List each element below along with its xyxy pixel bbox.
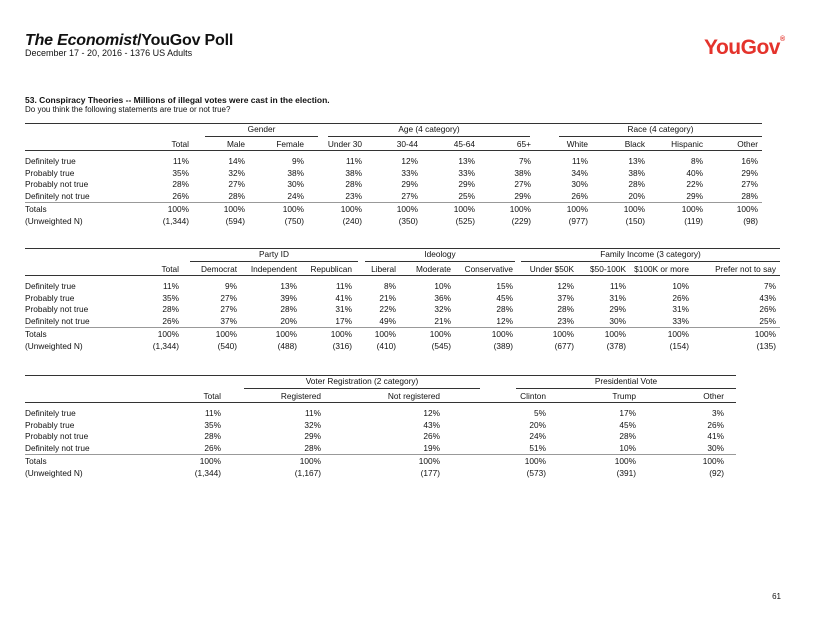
table-cell: 27% — [514, 179, 531, 189]
row-label: Definitely true — [25, 408, 76, 418]
table-cell: 29% — [609, 304, 626, 314]
table-cell: 29% — [304, 431, 321, 441]
totals-cell: 100% — [275, 329, 297, 339]
table-cell: 22% — [379, 304, 396, 314]
table-cell: 26% — [172, 190, 189, 201]
table-cell: 30% — [609, 315, 626, 326]
totals-cell: (350) — [398, 215, 418, 226]
group-header: Voter Registration (2 category) — [305, 376, 419, 386]
table-cell: 15% — [496, 281, 513, 291]
table-cell: 36% — [434, 292, 451, 303]
column-header: $100K or more — [634, 264, 689, 274]
table-cell: 26% — [204, 442, 221, 453]
row-label: Probably not true — [25, 304, 89, 314]
totals-cell: (378) — [606, 340, 626, 351]
table-cell: 31% — [672, 304, 689, 314]
table-cell: 26% — [162, 315, 179, 326]
totals-cell: 100% — [736, 204, 758, 214]
table-cell: 11% — [205, 408, 221, 418]
totals-cell: (154) — [669, 340, 689, 351]
table-cell: 11% — [572, 156, 588, 166]
totals-cell: (229) — [511, 215, 531, 226]
table-cell: 12% — [423, 408, 440, 418]
table-cell: 29% — [741, 167, 758, 178]
table-cell: 12% — [557, 281, 574, 291]
row-label: Definitely not true — [25, 442, 90, 453]
table-cell: 27% — [220, 304, 237, 314]
table-cell: 5% — [534, 408, 546, 418]
totals-cell: (410) — [376, 340, 396, 351]
table-cell: 33% — [458, 167, 475, 178]
table-cell: 28% — [619, 431, 636, 441]
table-cell: 28% — [162, 304, 179, 314]
row-label: Definitely true — [25, 281, 76, 291]
group-rule — [516, 388, 736, 389]
totals-rule — [25, 454, 736, 455]
totals-cell: (677) — [554, 340, 574, 351]
table-cell: 26% — [759, 304, 776, 314]
table-cell: 12% — [496, 315, 513, 326]
totals-cell: (316) — [332, 340, 352, 351]
table-cell: 30% — [707, 442, 724, 453]
totals-cell: 100% — [418, 456, 440, 466]
totals-cell: 100% — [614, 456, 636, 466]
table-cell: 41% — [335, 292, 352, 303]
totals-cell: (92) — [709, 467, 724, 478]
totals-cell: 100% — [552, 329, 574, 339]
table-cell: 33% — [672, 315, 689, 326]
group-rule — [244, 388, 480, 389]
table-cell: 30% — [287, 179, 304, 189]
table-cell: 28% — [741, 190, 758, 201]
row-label: Definitely not true — [25, 315, 90, 326]
table-cell: 27% — [228, 179, 245, 189]
poll-title: The Economist/YouGov Poll — [25, 32, 234, 49]
table-cell: 37% — [557, 292, 574, 303]
column-header: Conservative — [464, 264, 513, 274]
table-cell: 20% — [628, 190, 645, 201]
totals-cell: 100% — [524, 456, 546, 466]
table-cell: 28% — [557, 304, 574, 314]
table-cell: 28% — [345, 179, 362, 189]
column-header: Trump — [612, 391, 636, 401]
table-cell: 33% — [401, 167, 418, 178]
totals-cell: (488) — [277, 340, 297, 351]
table-cell: 41% — [707, 431, 724, 441]
group-header: Party ID — [259, 249, 289, 259]
table-cell: 35% — [204, 419, 221, 430]
poll-subtitle: December 17 - 20, 2016 - 1376 US Adults — [25, 48, 193, 58]
table-cell: 10% — [619, 442, 636, 453]
table-cell: 51% — [529, 442, 546, 453]
totals-cell: 100% — [681, 204, 703, 214]
group-header: Race (4 category) — [627, 124, 694, 134]
table-cell: 17% — [335, 315, 352, 326]
table-cell: 26% — [707, 419, 724, 430]
table-cell: 25% — [458, 190, 475, 201]
table-cell: 23% — [345, 190, 362, 201]
row-label: Probably true — [25, 419, 75, 430]
totals-label: Totals — [25, 456, 47, 466]
row-label: Probably not true — [25, 431, 89, 441]
table-cell: 27% — [220, 292, 237, 303]
column-header: Male — [227, 139, 245, 149]
table-cell: 20% — [280, 315, 297, 326]
totals-cell: (540) — [217, 340, 237, 351]
table-cell: 31% — [335, 304, 352, 314]
table-cell: 28% — [628, 179, 645, 189]
column-header: Hispanic — [671, 139, 703, 149]
column-header: 65+ — [516, 139, 531, 149]
table-cell: 17% — [619, 408, 636, 418]
totals-cell: 100% — [754, 329, 776, 339]
column-header: Black — [624, 139, 645, 149]
totals-label: (Unweighted N) — [25, 467, 83, 478]
table-cell: 8% — [691, 156, 703, 166]
totals-rule — [25, 327, 780, 328]
table-cell: 32% — [304, 419, 321, 430]
group-rule — [559, 136, 762, 137]
totals-cell: 100% — [667, 329, 689, 339]
table-cell: 28% — [280, 304, 297, 314]
table-cell: 11% — [610, 281, 626, 291]
table-cell: 7% — [519, 156, 531, 166]
column-header: Republican — [310, 264, 352, 274]
group-header: Ideology — [424, 249, 456, 259]
table-cell: 7% — [764, 281, 776, 291]
totals-cell: (240) — [342, 215, 362, 226]
totals-cell: 100% — [340, 204, 362, 214]
column-header: 45-64 — [453, 139, 475, 149]
table-cell: 38% — [514, 167, 531, 178]
table-cell: 45% — [496, 292, 513, 303]
header-rule — [25, 275, 780, 276]
table-cell: 34% — [571, 167, 588, 178]
table-cell: 29% — [514, 190, 531, 201]
totals-cell: 100% — [566, 204, 588, 214]
group-rule — [328, 136, 530, 137]
totals-label: (Unweighted N) — [25, 215, 83, 226]
column-header: Other — [737, 139, 758, 149]
row-label: Probably not true — [25, 179, 89, 189]
table-cell: 11% — [346, 156, 362, 166]
yougov-logo: YouGov® — [704, 36, 785, 59]
group-header: Gender — [247, 124, 276, 134]
table-cell: 27% — [401, 190, 418, 201]
column-header: Total — [171, 139, 189, 149]
totals-cell: 100% — [453, 204, 475, 214]
column-header: Under $50K — [529, 264, 574, 274]
totals-cell: (98) — [743, 215, 758, 226]
table-cell: 21% — [434, 315, 451, 326]
totals-cell: (545) — [431, 340, 451, 351]
table-cell: 35% — [162, 292, 179, 303]
table-cell: 28% — [496, 304, 513, 314]
totals-cell: 100% — [299, 456, 321, 466]
column-header: $50-100K — [590, 264, 626, 274]
totals-cell: (135) — [756, 340, 776, 351]
table-cell: 29% — [686, 190, 703, 201]
question-title: 53. Conspiracy Theories -- Millions of illegal votes were cast in the election. — [25, 95, 330, 105]
totals-cell: (177) — [420, 467, 440, 478]
table-cell: 32% — [434, 304, 451, 314]
column-header: 30-44 — [396, 139, 418, 149]
totals-cell: (750) — [284, 215, 304, 226]
totals-cell: 100% — [167, 204, 189, 214]
column-header: Clinton — [520, 391, 546, 401]
table-cell: 38% — [345, 167, 362, 178]
totals-cell: (977) — [568, 215, 588, 226]
group-header: Age (4 category) — [398, 124, 460, 134]
table-cell: 9% — [292, 156, 304, 166]
table-cell: 13% — [458, 156, 475, 166]
table-cell: 20% — [529, 419, 546, 430]
table-cell: 45% — [619, 419, 636, 430]
totals-cell: 100% — [702, 456, 724, 466]
group-header: Presidential Vote — [594, 376, 658, 386]
column-header: Independent — [250, 264, 297, 274]
table-cell: 37% — [220, 315, 237, 326]
table-cell: 49% — [379, 315, 396, 326]
totals-rule — [25, 202, 762, 203]
header-rule — [25, 150, 762, 151]
table-cell: 28% — [304, 442, 321, 453]
totals-cell: 100% — [199, 456, 221, 466]
column-header: Total — [203, 391, 221, 401]
row-label: Definitely true — [25, 156, 76, 166]
totals-label: (Unweighted N) — [25, 340, 83, 351]
table-cell: 28% — [228, 190, 245, 201]
table-cell: 12% — [401, 156, 418, 166]
header-rule — [25, 402, 736, 403]
table-cell: 30% — [571, 179, 588, 189]
totals-cell: (389) — [493, 340, 513, 351]
table-cell: 38% — [628, 167, 645, 178]
totals-cell: 100% — [604, 329, 626, 339]
table-cell: 9% — [225, 281, 237, 291]
totals-cell: 100% — [623, 204, 645, 214]
table-cell: 16% — [741, 156, 758, 166]
totals-cell: 100% — [215, 329, 237, 339]
table-cell: 24% — [529, 431, 546, 441]
totals-label: Totals — [25, 204, 47, 214]
totals-cell: 100% — [282, 204, 304, 214]
table-cell: 39% — [280, 292, 297, 303]
totals-cell: 100% — [223, 204, 245, 214]
table-cell: 29% — [401, 179, 418, 189]
totals-cell: (1,167) — [294, 467, 321, 478]
column-header: Not registered — [387, 391, 440, 401]
table-cell: 11% — [173, 156, 189, 166]
question-subtitle: Do you think the following statements are true or not true? — [25, 105, 231, 114]
totals-cell: 100% — [509, 204, 531, 214]
column-header: Other — [703, 391, 724, 401]
table-cell: 11% — [163, 281, 179, 291]
totals-cell: (1,344) — [162, 215, 189, 226]
column-header: White — [566, 139, 588, 149]
page-number: 61 — [772, 592, 781, 601]
table-cell: 43% — [423, 419, 440, 430]
totals-cell: 100% — [374, 329, 396, 339]
totals-cell: 100% — [429, 329, 451, 339]
totals-cell: (391) — [616, 467, 636, 478]
table-cell: 35% — [172, 167, 189, 178]
table-cell: 10% — [672, 281, 689, 291]
column-header: Total — [161, 264, 179, 274]
table-cell: 13% — [280, 281, 297, 291]
table-cell: 13% — [628, 156, 645, 166]
row-label: Probably true — [25, 167, 75, 178]
table-cell: 26% — [571, 190, 588, 201]
totals-cell: (594) — [225, 215, 245, 226]
table-cell: 31% — [609, 292, 626, 303]
totals-cell: (525) — [455, 215, 475, 226]
table-cell: 38% — [287, 167, 304, 178]
column-header: Liberal — [371, 264, 396, 274]
table-cell: 22% — [686, 179, 703, 189]
table-cell: 23% — [557, 315, 574, 326]
table-cell: 8% — [384, 281, 396, 291]
table-cell: 19% — [423, 442, 440, 453]
table-cell: 27% — [741, 179, 758, 189]
group-rule — [205, 136, 318, 137]
table-cell: 14% — [228, 156, 245, 166]
table-cell: 28% — [172, 179, 189, 189]
table-cell: 11% — [336, 281, 352, 291]
table-cell: 28% — [204, 431, 221, 441]
totals-cell: 100% — [491, 329, 513, 339]
totals-cell: (1,344) — [152, 340, 179, 351]
totals-cell: 100% — [157, 329, 179, 339]
table-cell: 21% — [379, 292, 396, 303]
table-cell: 29% — [458, 179, 475, 189]
table-cell: 11% — [305, 408, 321, 418]
row-label: Definitely not true — [25, 190, 90, 201]
totals-cell: (150) — [625, 215, 645, 226]
column-header: Under 30 — [327, 139, 362, 149]
table-cell: 24% — [287, 190, 304, 201]
totals-cell: (119) — [684, 215, 703, 226]
totals-label: Totals — [25, 329, 47, 339]
row-label: Probably true — [25, 292, 75, 303]
totals-cell: 100% — [330, 329, 352, 339]
table-cell: 32% — [228, 167, 245, 178]
table-cell: 26% — [672, 292, 689, 303]
column-header: Prefer not to say — [715, 264, 776, 274]
column-header: Female — [276, 139, 304, 149]
table-cell: 10% — [434, 281, 451, 291]
column-header: Registered — [280, 391, 321, 401]
group-header: Family Income (3 category) — [600, 249, 701, 259]
table-cell: 26% — [423, 431, 440, 441]
group-rule — [365, 261, 515, 262]
group-rule — [190, 261, 358, 262]
totals-cell: (1,344) — [194, 467, 221, 478]
column-header: Democrat — [201, 264, 237, 274]
table-cell: 43% — [759, 292, 776, 303]
table-cell: 3% — [712, 408, 724, 418]
column-header: Moderate — [415, 264, 451, 274]
group-rule — [521, 261, 780, 262]
table-cell: 40% — [686, 167, 703, 178]
totals-cell: 100% — [396, 204, 418, 214]
totals-cell: (573) — [526, 467, 546, 478]
table-cell: 25% — [759, 315, 776, 326]
